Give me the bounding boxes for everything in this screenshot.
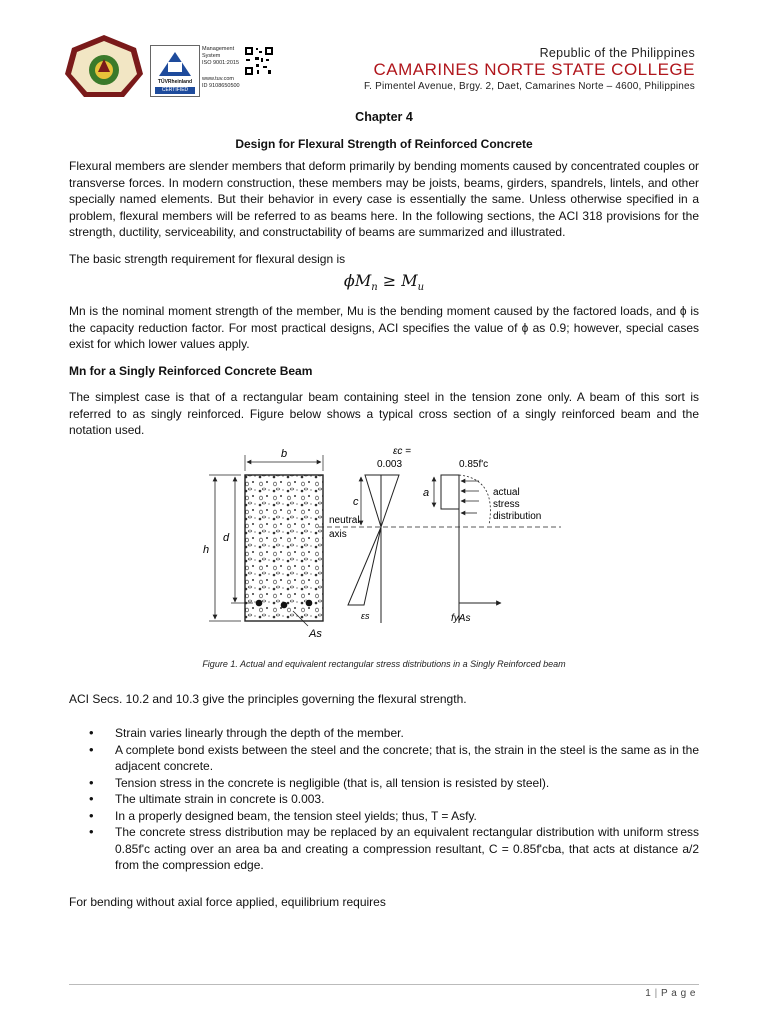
mn-description: Mn is the nominal moment strength of the member, Mu is the bending moment caused by the factored loads, and ϕ is the capacity reduction factor. For most practical designs, ACI specifies the value of ϕ as 0.9; however, special cases exist for which lower values apply.: [69, 304, 699, 351]
list-item: • Tension stress in the concrete is negligible (that is, all tension is resisted by steel).: [89, 774, 550, 790]
label-d: d: [223, 531, 230, 544]
label-fc: 0.85f'c: [459, 458, 489, 470]
page-number: 1: [645, 988, 652, 999]
list-item: • Strain varies linearly through the depth of the member.: [89, 725, 404, 740]
page-label: P a g e: [660, 988, 696, 999]
actual-stress-curve: [459, 475, 490, 525]
rebar-1: [256, 599, 263, 606]
strain-compression: [365, 475, 399, 527]
strain-tension: [348, 527, 381, 605]
label-stress: stress: [493, 498, 520, 510]
beam-stress-figure: [69, 445, 699, 657]
principles-list: [69, 725, 699, 874]
list-item: • In a properly designed beam, the tension steel yields; thus, T = Asfy.: [89, 807, 477, 823]
strength-formula: $\phi M_n \ge M_u$: [343, 271, 425, 294]
singly-reinforced-description: The simplest case is that of a rectangular beam containing steel in the tension zone only. A beam of this sort is referred to as singly reinforced. Figure below shows a typical cross section of a singly reinforced beam and the notation used.: [69, 390, 699, 437]
section-heading: Mn for a Singly Reinforced Concrete Beam: [69, 363, 313, 378]
label-fyAs: fyAs: [451, 612, 471, 624]
tuv-certification-badge: TÜVRheinland CERTIFIED: [150, 45, 200, 97]
document-body: [69, 108, 699, 910]
label-b: b: [281, 447, 288, 460]
label-distribution: distribution: [493, 510, 542, 522]
stress-block: [441, 475, 459, 509]
footer-divider: [69, 984, 699, 985]
strength-requirement-text: The basic strength requirement for flexural design is: [69, 251, 346, 266]
college-address: F. Pimentel Avenue, Brgy. 2, Daet, Camarines Norte – 4600, Philippines: [363, 81, 695, 92]
label-c: c: [353, 495, 359, 508]
rebar-3: [306, 599, 313, 606]
rebar-2: [281, 601, 288, 608]
list-item: • A complete bond exists between the steel and the concrete; that is, the strain in the steel is the same as in the adjacent concrete.: [89, 741, 699, 773]
chapter-heading: Chapter 4: [355, 110, 413, 124]
chapter-title: Design for Flexural Strength of Reinforced Concrete: [235, 137, 533, 151]
college-seal-logo: [64, 34, 144, 100]
label-axis: axis: [329, 528, 347, 540]
label-As: As: [309, 627, 322, 640]
college-name: CAMARINES NORTE STATE COLLEGE: [373, 60, 695, 79]
label-neutral: neutral: [329, 514, 360, 526]
list-item: • The concrete stress distribution may be replaced by an equivalent rectangular distribution with uniform stress 0.85f'c acting over an area ba and creating a compression resultant, C = 0.85f'cba, that acts at distance a/2 from the compression edge.: [89, 824, 699, 872]
label-es: εs: [361, 610, 370, 621]
label-h: h: [203, 543, 210, 556]
equilibrium-text: For bending without axial force applied, equilibrium requires: [69, 894, 386, 909]
intro-paragraph: Flexural members are slender members that deform primarily by bending moments caused by concentrated couples or transverse forces. In modern construction, these members may be joists, beams, girders, spandrels, lintels, and other specially named elements. But their behavior in every case is essentially the same. Unless otherwise specified in a problem, flexural members will be referred to as beams here. In the following sections, the ACI 318 provisions for the strength, ductility, serviceability, and constructability of beams are summarized and illustrated.: [69, 159, 699, 239]
aci-sections-text: ACI Secs. 10.2 and 10.3 give the principles governing the flexural strength.: [69, 691, 467, 706]
label-strain-value: 0.003: [377, 458, 403, 470]
figure-caption: Figure 1. Actual and equivalent rectangular stress distributions in a Singly Reinforced beam: [202, 658, 566, 669]
qr-code-icon: [244, 46, 274, 76]
stress-distribution-diagram: [201, 445, 561, 657]
footer-separator: |: [654, 988, 658, 999]
label-ec: εc =: [393, 445, 412, 457]
label-a: a: [423, 486, 430, 499]
label-actual: actual: [493, 486, 520, 498]
page-header: [0, 0, 768, 100]
page-footer: [645, 988, 696, 999]
certification-text: Management System ISO 9001:2015 www.tuv.com ID 9108650500: [202, 46, 240, 89]
list-item: • The ultimate strain in concrete is 0.003.: [89, 791, 325, 806]
republic-label: Republic of the Philippines: [539, 46, 695, 60]
beam-section: [245, 475, 323, 621]
